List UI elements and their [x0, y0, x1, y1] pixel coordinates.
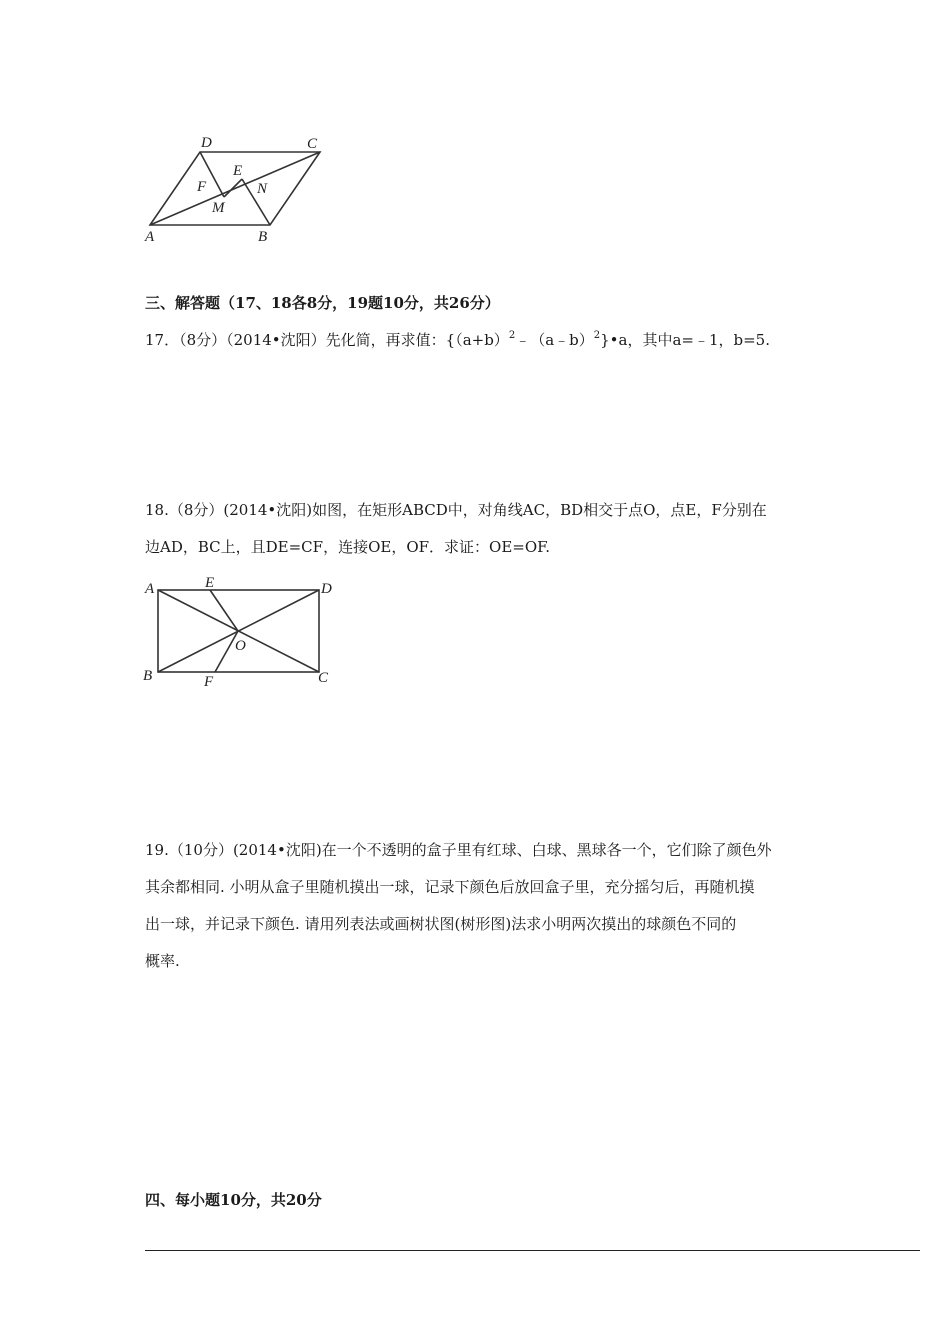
question-19-line-2: 其余都相同. 小明从盒子里随机摸出一球，记录下颜色后放回盒子里，充分摇匀后，再随机摸: [145, 878, 755, 896]
q17-exponent-2: 2: [593, 330, 601, 341]
q17-text-3: }•a，其中a=﹣1，b=5.: [600, 331, 770, 349]
question-18-line-2: 边AD，BC上，且DE=CF，连接OE，OF．求证：OE=OF.: [145, 538, 550, 556]
label-M: M: [212, 200, 225, 216]
label-N: N: [257, 181, 268, 197]
question-19-line-3: 出一球，并记录下颜色. 请用列表法或画树状图(树形图)法求小明两次摸出的球颜色不同的: [145, 915, 737, 933]
label-A: A: [145, 581, 155, 597]
label-C: C: [318, 670, 329, 686]
label-F: F: [197, 179, 207, 195]
parallelogram-diagram: [140, 130, 340, 250]
label-F: F: [204, 674, 214, 690]
label-E: E: [205, 575, 215, 591]
label-B: B: [143, 668, 153, 684]
label-A: A: [145, 229, 155, 245]
parallelogram-figure: [140, 130, 340, 250]
label-D: D: [321, 581, 332, 597]
question-19-line-4: 概率.: [145, 952, 180, 970]
label-B: B: [258, 229, 268, 245]
label-D: D: [201, 135, 212, 151]
footer-divider: [145, 1250, 920, 1251]
question-18-line-1: 18.（8分）(2014•沈阳)如图，在矩形ABCD中，对角线AC，BD相交于点O，点E，F分别在: [145, 501, 767, 519]
label-O: O: [235, 638, 246, 654]
q17-text-2: ﹣（a﹣b）: [515, 331, 594, 349]
segment-ME: [224, 179, 242, 197]
rectangle-diagram: [140, 572, 340, 692]
question-19-line-1: 19.（10分）(2014•沈阳)在一个不透明的盒子里有红球、白球、黑球各一个，它们除了颜色外: [145, 841, 772, 859]
label-E: E: [233, 163, 243, 179]
segment-EO: [210, 590, 238, 631]
section-3-title: 三、解答题（17、18各8分，19题10分，共26分）: [145, 294, 500, 312]
question-17: [145, 330, 845, 350]
q17-text-1: 17．（8分）（2014•沈阳）先化简，再求值：{（a+b）: [145, 331, 509, 349]
section-4-title: 四、每小题10分，共20分: [145, 1191, 322, 1209]
label-C: C: [307, 136, 318, 152]
q17-exponent-1: 2: [508, 330, 516, 341]
rectangle-figure: [140, 572, 340, 692]
